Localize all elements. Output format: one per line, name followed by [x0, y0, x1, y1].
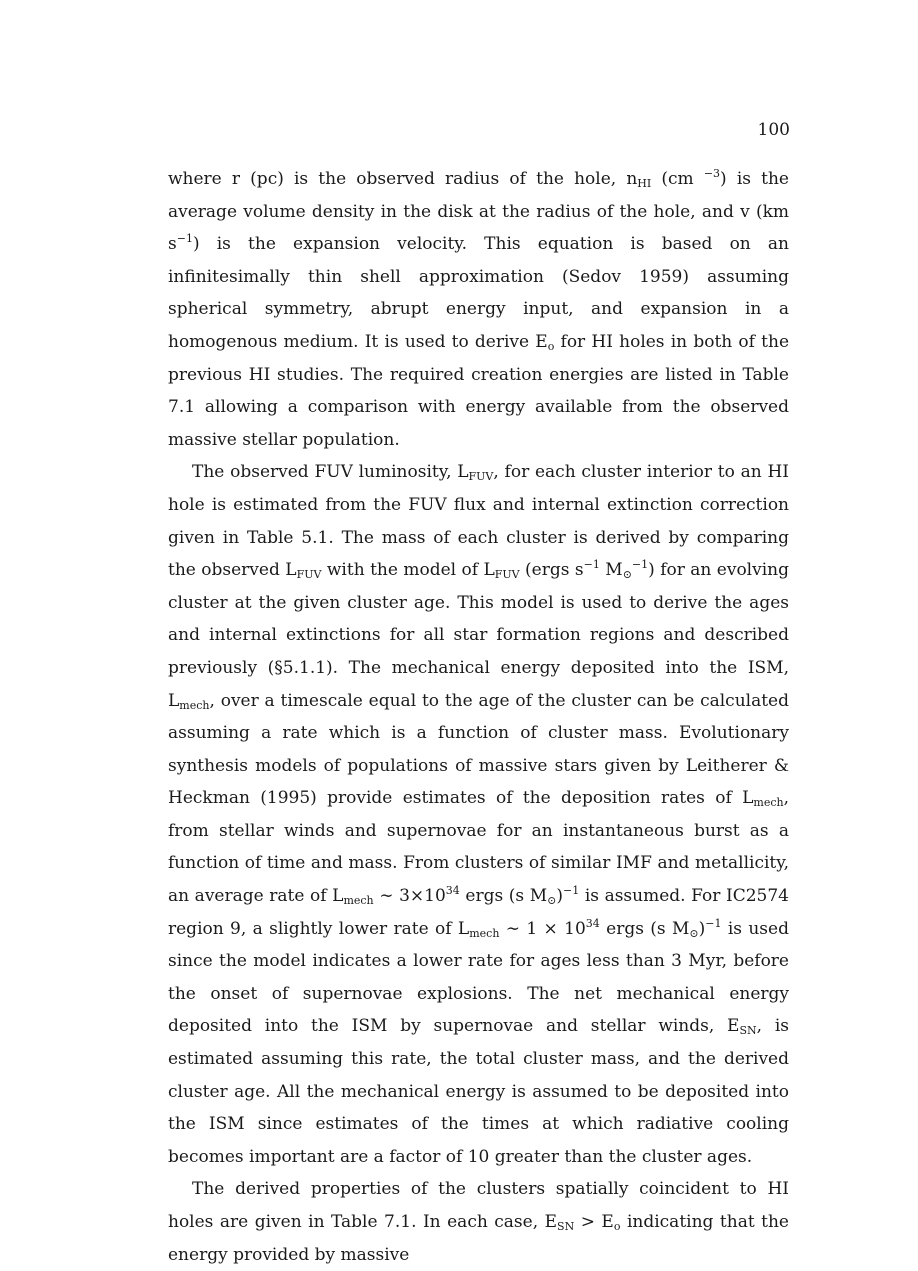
paragraph-3 [168, 1173, 789, 1271]
paragraph-2 [168, 456, 789, 1173]
text-run: ) is the expansion velocity. This equation is based on an infinitesimally thin shell approximation (Sedov 1959) assuming spherical symmetry, abrupt energy input, and expansion in a homogenous medium. It is used to derive E [168, 234, 789, 352]
text-run: The observed FUV luminosity, L [192, 462, 469, 483]
superscript: −1 [705, 916, 722, 930]
subscript: SN [739, 1024, 757, 1038]
superscript: −1 [563, 884, 580, 898]
text-run: > E [574, 1212, 614, 1232]
subscript: o [613, 1220, 621, 1233]
page-number: 100 [757, 120, 790, 140]
text-run: ∼ 1 × 10 [499, 918, 586, 939]
text-run: (ergs s [519, 560, 584, 581]
subscript: HI [637, 177, 652, 190]
superscript: 34 [445, 884, 460, 898]
text-run: indicating that the energy provided by massive [168, 1212, 789, 1265]
paragraph-1 [168, 163, 789, 456]
text-run: is used since the model indicates a lower rate for ages less than 3 Myr, before the onset of supernovae explosions. The net mechanical energy deposited into the ISM by supernovae and stellar winds, E [168, 918, 789, 1037]
text-run: where r (pc) is the observed radius of the hole, n [168, 169, 638, 189]
text-run: , over a timescale equal to the age of the cluster can be calculated assuming a rate which is a function of cluster mass. Evolutionary synthesis models of populations of massive stars given by Leitherer & Heckman (1995) provide estimates of the deposition rates of L [168, 690, 789, 809]
superscript: 34 [585, 916, 600, 930]
subscript: mech [753, 796, 784, 810]
text-run: for HI holes in both of the previous HI studies. The required creation energies are listed in Table 7.1 allowing a comparison with energy available from the observed massive stellar population. [168, 331, 789, 450]
body-text [168, 163, 789, 1271]
text-run: The derived properties of the clusters spatially coincident to HI holes are given in Table 7.1. In each case, E [168, 1179, 789, 1232]
text-run: ) for an evolving cluster at the given cluster age. This model is used to derive the ages and internal extinctions for all star formation regions and described previously (§5.1.1). The mechanical energy deposited into the ISM, L [168, 560, 789, 711]
subscript: o [547, 339, 555, 353]
text-run: with the model of L [321, 560, 495, 581]
text-run: ) [556, 886, 563, 907]
subscript: mech [179, 698, 210, 712]
text-run: ) is the average volume density in the disk at the radius of the hole, and v (km s [168, 169, 789, 255]
text-run: , for each cluster interior to an HI hole is estimated from the FUV flux and internal extinction correction given in Table 5.1. The mass of each cluster is derived by comparing the observed L [168, 462, 789, 581]
text-run: ∼ 3×10 [373, 886, 446, 907]
subscript: ⊙ [547, 894, 557, 908]
text-run: ) [698, 918, 706, 939]
text-run: , from stellar winds and supernovae for an instantaneous burst as a function of time and mass. From clusters of similar IMF and metallicity, an average rate of L [168, 788, 789, 907]
subscript: FUV [494, 568, 520, 582]
text-run: M [599, 560, 623, 581]
text-run: (cm [651, 169, 704, 189]
text-run: ergs (s M [599, 918, 690, 939]
superscript: −1 [631, 558, 649, 572]
subscript: mech [469, 926, 500, 940]
subscript: SN [557, 1220, 575, 1233]
superscript: −1 [176, 232, 193, 246]
superscript: −1 [583, 558, 600, 572]
text-run: is assumed. For IC2574 region 9, a slightly lower rate of L [168, 886, 789, 939]
subscript: mech [343, 894, 374, 908]
subscript: ⊙ [689, 926, 699, 940]
superscript: −3 [703, 167, 721, 180]
subscript: ⊙ [622, 568, 632, 582]
text-run: ergs (s M [459, 886, 548, 907]
subscript: FUV [468, 470, 494, 484]
subscript: FUV [296, 568, 322, 582]
text-run: , is estimated assuming this rate, the total cluster mass, and the derived cluster age. All the mechanical energy is assumed to be deposited into the ISM since estimates of the times at which radiative cooling becomes important are a factor of 10 greater than the cluster ages. [168, 1016, 789, 1167]
